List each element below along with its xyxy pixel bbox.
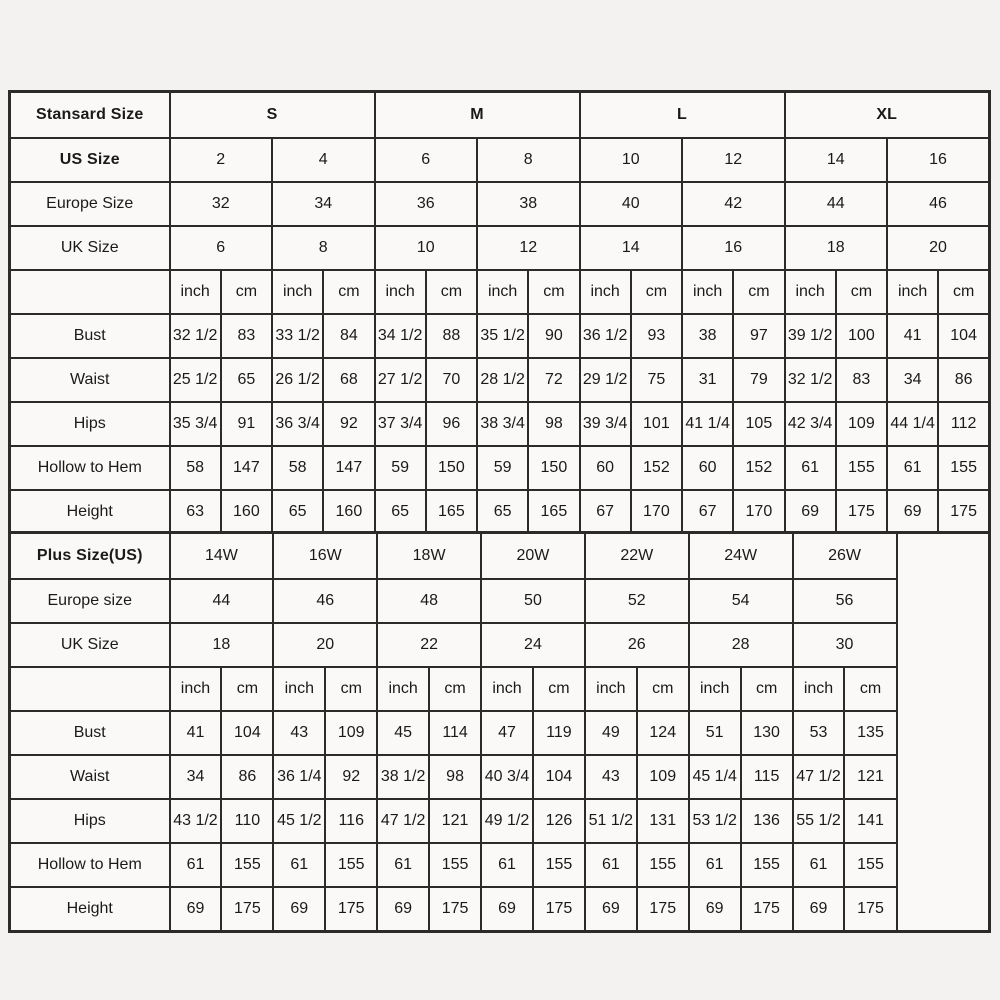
size-number-cell: 14 (580, 226, 683, 270)
unit-cell: inch (481, 667, 533, 711)
value-cell: 40 3/4 (481, 755, 533, 799)
unit-cell: inch (887, 270, 938, 314)
value-cell: 79 (733, 358, 784, 402)
table-row (10, 226, 990, 270)
value-cell: 175 (836, 490, 887, 535)
value-cell: 165 (426, 490, 477, 535)
value-cell: 97 (733, 314, 784, 358)
value-cell: 69 (273, 887, 325, 932)
value-cell: 44 1/4 (887, 402, 938, 446)
value-cell: 109 (836, 402, 887, 446)
value-cell: 53 (793, 711, 845, 755)
size-number-cell: 14 (785, 138, 888, 182)
value-cell: 104 (533, 755, 585, 799)
value-cell: 160 (221, 490, 272, 535)
size-group-cell: 18W (377, 533, 481, 580)
value-cell: 34 1/2 (375, 314, 426, 358)
value-cell: 61 (793, 843, 845, 887)
value-cell: 101 (631, 402, 682, 446)
value-cell: 152 (631, 446, 682, 490)
unit-cell: inch (785, 270, 836, 314)
size-number-cell: 16 (887, 138, 990, 182)
unit-cell: cm (221, 667, 273, 711)
value-cell: 152 (733, 446, 784, 490)
value-cell: 43 (273, 711, 325, 755)
row-label: Waist (10, 358, 170, 402)
size-group-cell: 16W (273, 533, 377, 580)
value-cell: 61 (689, 843, 741, 887)
value-cell: 55 1/2 (793, 799, 845, 843)
value-cell: 121 (429, 799, 481, 843)
size-number-cell: 4 (272, 138, 375, 182)
row-label: Hips (10, 402, 170, 446)
value-cell: 36 1/4 (273, 755, 325, 799)
table-label-header: Stansard Size (10, 92, 170, 139)
value-cell: 160 (323, 490, 374, 535)
size-number-cell: 10 (580, 138, 683, 182)
size-number-cell: 40 (580, 182, 683, 226)
value-cell: 65 (375, 490, 426, 535)
size-group-cell: 26W (793, 533, 897, 580)
value-cell: 114 (429, 711, 481, 755)
size-number-cell: 22 (377, 623, 481, 667)
value-cell: 175 (325, 887, 377, 932)
value-cell: 155 (938, 446, 989, 490)
value-cell: 25 1/2 (170, 358, 221, 402)
unit-cell: cm (836, 270, 887, 314)
table-row (10, 579, 990, 623)
value-cell: 155 (325, 843, 377, 887)
value-cell: 150 (426, 446, 477, 490)
unit-cell: cm (637, 667, 689, 711)
size-number-cell: 54 (689, 579, 793, 623)
table-row (10, 887, 990, 932)
size-number-cell: 50 (481, 579, 585, 623)
value-cell: 136 (741, 799, 793, 843)
value-cell: 61 (785, 446, 836, 490)
value-cell: 38 3/4 (477, 402, 528, 446)
table-row (10, 490, 990, 535)
value-cell: 175 (741, 887, 793, 932)
row-label: US Size (10, 138, 170, 182)
value-cell: 69 (585, 887, 637, 932)
unit-cell: cm (323, 270, 374, 314)
size-group-cell: XL (785, 92, 990, 139)
value-cell: 69 (887, 490, 938, 535)
value-cell: 170 (733, 490, 784, 535)
table-row (10, 138, 990, 182)
table-row (10, 402, 990, 446)
value-cell: 27 1/2 (375, 358, 426, 402)
value-cell: 147 (323, 446, 374, 490)
value-cell: 61 (377, 843, 429, 887)
table-row (10, 711, 990, 755)
value-cell: 175 (221, 887, 273, 932)
value-cell: 32 1/2 (170, 314, 221, 358)
size-number-cell: 38 (477, 182, 580, 226)
value-cell: 124 (637, 711, 689, 755)
value-cell: 61 (887, 446, 938, 490)
unit-cell: inch (585, 667, 637, 711)
value-cell: 60 (682, 446, 733, 490)
value-cell: 29 1/2 (580, 358, 631, 402)
value-cell: 98 (528, 402, 579, 446)
size-number-cell: 18 (170, 623, 274, 667)
unit-cell: inch (273, 667, 325, 711)
empty-corner-cell (10, 270, 170, 314)
value-cell: 53 1/2 (689, 799, 741, 843)
value-cell: 105 (733, 402, 784, 446)
value-cell: 135 (844, 711, 896, 755)
row-label: Height (10, 490, 170, 535)
size-number-cell: 6 (375, 138, 478, 182)
unit-cell: cm (733, 270, 784, 314)
table-row (10, 755, 990, 799)
row-label: Waist (10, 755, 170, 799)
unit-cell: inch (377, 667, 429, 711)
value-cell: 141 (844, 799, 896, 843)
value-cell: 60 (580, 446, 631, 490)
value-cell: 131 (637, 799, 689, 843)
value-cell: 104 (938, 314, 989, 358)
value-cell: 83 (836, 358, 887, 402)
value-cell: 67 (580, 490, 631, 535)
value-cell: 175 (533, 887, 585, 932)
value-cell: 104 (221, 711, 273, 755)
value-cell: 170 (631, 490, 682, 535)
value-cell: 43 (585, 755, 637, 799)
value-cell: 155 (221, 843, 273, 887)
value-cell: 37 3/4 (375, 402, 426, 446)
unit-cell: inch (170, 667, 222, 711)
unit-cell: inch (170, 270, 221, 314)
value-cell: 155 (741, 843, 793, 887)
size-number-cell: 46 (273, 579, 377, 623)
value-cell: 61 (585, 843, 637, 887)
value-cell: 34 (887, 358, 938, 402)
table-label-header: Plus Size(US) (10, 533, 170, 580)
unit-cell: cm (844, 667, 896, 711)
value-cell: 91 (221, 402, 272, 446)
size-number-cell: 12 (682, 138, 785, 182)
value-cell: 65 (477, 490, 528, 535)
size-number-cell: 12 (477, 226, 580, 270)
value-cell: 43 1/2 (170, 799, 222, 843)
value-cell: 175 (429, 887, 481, 932)
size-number-cell: 16 (682, 226, 785, 270)
standard-size-table (8, 90, 991, 536)
value-cell: 34 (170, 755, 222, 799)
value-cell: 51 (689, 711, 741, 755)
size-number-cell: 42 (682, 182, 785, 226)
row-label: Hips (10, 799, 170, 843)
unit-cell: cm (221, 270, 272, 314)
value-cell: 61 (170, 843, 222, 887)
unit-cell: cm (528, 270, 579, 314)
value-cell: 155 (637, 843, 689, 887)
row-label: Hollow to Hem (10, 446, 170, 490)
value-cell: 92 (325, 755, 377, 799)
size-number-cell: 20 (273, 623, 377, 667)
size-group-cell: 20W (481, 533, 585, 580)
size-group-cell: 24W (689, 533, 793, 580)
unit-cell: cm (533, 667, 585, 711)
table-row (10, 270, 990, 314)
size-number-cell: 8 (477, 138, 580, 182)
value-cell: 150 (528, 446, 579, 490)
size-number-cell: 44 (785, 182, 888, 226)
value-cell: 39 1/2 (785, 314, 836, 358)
value-cell: 65 (272, 490, 323, 535)
value-cell: 84 (323, 314, 374, 358)
value-cell: 45 1/4 (689, 755, 741, 799)
table-row (10, 446, 990, 490)
row-label: UK Size (10, 226, 170, 270)
table-row (10, 182, 990, 226)
size-group-cell: 22W (585, 533, 689, 580)
value-cell: 109 (325, 711, 377, 755)
size-number-cell: 8 (272, 226, 375, 270)
value-cell: 49 1/2 (481, 799, 533, 843)
size-number-cell: 46 (887, 182, 990, 226)
value-cell: 47 1/2 (377, 799, 429, 843)
value-cell: 126 (533, 799, 585, 843)
value-cell: 92 (323, 402, 374, 446)
value-cell: 115 (741, 755, 793, 799)
value-cell: 69 (785, 490, 836, 535)
value-cell: 93 (631, 314, 682, 358)
size-number-cell: 34 (272, 182, 375, 226)
value-cell: 68 (323, 358, 374, 402)
value-cell: 26 1/2 (272, 358, 323, 402)
unit-cell: cm (631, 270, 682, 314)
size-number-cell: 36 (375, 182, 478, 226)
value-cell: 155 (429, 843, 481, 887)
row-label: Europe size (10, 579, 170, 623)
value-cell: 130 (741, 711, 793, 755)
value-cell: 61 (481, 843, 533, 887)
table-row (10, 358, 990, 402)
row-label: Bust (10, 711, 170, 755)
value-cell: 36 1/2 (580, 314, 631, 358)
value-cell: 51 1/2 (585, 799, 637, 843)
size-number-cell: 24 (481, 623, 585, 667)
value-cell: 119 (533, 711, 585, 755)
value-cell: 69 (689, 887, 741, 932)
value-cell: 165 (528, 490, 579, 535)
unit-cell: cm (325, 667, 377, 711)
unit-cell: inch (477, 270, 528, 314)
plus-size-table (8, 531, 991, 933)
value-cell: 175 (637, 887, 689, 932)
unit-cell: cm (938, 270, 989, 314)
table-row (10, 623, 990, 667)
unit-cell: inch (272, 270, 323, 314)
size-number-cell: 6 (170, 226, 273, 270)
unit-cell: cm (426, 270, 477, 314)
value-cell: 147 (221, 446, 272, 490)
unit-cell: cm (429, 667, 481, 711)
value-cell: 75 (631, 358, 682, 402)
value-cell: 96 (426, 402, 477, 446)
value-cell: 98 (429, 755, 481, 799)
value-cell: 100 (836, 314, 887, 358)
size-number-cell: 26 (585, 623, 689, 667)
value-cell: 59 (375, 446, 426, 490)
value-cell: 121 (844, 755, 896, 799)
value-cell: 90 (528, 314, 579, 358)
row-label: Bust (10, 314, 170, 358)
value-cell: 28 1/2 (477, 358, 528, 402)
value-cell: 32 1/2 (785, 358, 836, 402)
value-cell: 86 (221, 755, 273, 799)
value-cell: 116 (325, 799, 377, 843)
value-cell: 41 1/4 (682, 402, 733, 446)
size-number-cell: 48 (377, 579, 481, 623)
size-group-cell: S (170, 92, 375, 139)
unit-cell: inch (375, 270, 426, 314)
size-number-cell: 32 (170, 182, 273, 226)
size-number-cell: 28 (689, 623, 793, 667)
table-row (10, 314, 990, 358)
value-cell: 35 1/2 (477, 314, 528, 358)
value-cell: 70 (426, 358, 477, 402)
size-number-cell: 20 (887, 226, 990, 270)
value-cell: 38 1/2 (377, 755, 429, 799)
size-number-cell: 56 (793, 579, 897, 623)
row-label: Hollow to Hem (10, 843, 170, 887)
unit-cell: inch (689, 667, 741, 711)
value-cell: 41 (887, 314, 938, 358)
value-cell: 45 1/2 (273, 799, 325, 843)
size-group-cell: M (375, 92, 580, 139)
size-group-cell: 14W (170, 533, 274, 580)
row-label: Europe Size (10, 182, 170, 226)
size-number-cell: 2 (170, 138, 273, 182)
value-cell: 86 (938, 358, 989, 402)
table-row (10, 533, 990, 580)
value-cell: 49 (585, 711, 637, 755)
value-cell: 155 (533, 843, 585, 887)
empty-corner-cell (10, 667, 170, 711)
size-group-cell: L (580, 92, 785, 139)
value-cell: 110 (221, 799, 273, 843)
value-cell: 109 (637, 755, 689, 799)
unit-cell: cm (741, 667, 793, 711)
value-cell: 45 (377, 711, 429, 755)
value-cell: 83 (221, 314, 272, 358)
value-cell: 42 3/4 (785, 402, 836, 446)
value-cell: 69 (170, 887, 222, 932)
value-cell: 47 1/2 (793, 755, 845, 799)
value-cell: 67 (682, 490, 733, 535)
table-row (10, 843, 990, 887)
value-cell: 175 (938, 490, 989, 535)
row-label: Height (10, 887, 170, 932)
unit-cell: inch (793, 667, 845, 711)
value-cell: 155 (844, 843, 896, 887)
value-cell: 63 (170, 490, 221, 535)
value-cell: 69 (793, 887, 845, 932)
size-number-cell: 44 (170, 579, 274, 623)
value-cell: 35 3/4 (170, 402, 221, 446)
empty-column-cell (897, 533, 990, 932)
size-number-cell: 30 (793, 623, 897, 667)
value-cell: 88 (426, 314, 477, 358)
size-number-cell: 52 (585, 579, 689, 623)
value-cell: 58 (170, 446, 221, 490)
value-cell: 61 (273, 843, 325, 887)
unit-cell: inch (682, 270, 733, 314)
value-cell: 31 (682, 358, 733, 402)
value-cell: 33 1/2 (272, 314, 323, 358)
value-cell: 155 (836, 446, 887, 490)
value-cell: 38 (682, 314, 733, 358)
table-row (10, 667, 990, 711)
value-cell: 36 3/4 (272, 402, 323, 446)
value-cell: 47 (481, 711, 533, 755)
value-cell: 58 (272, 446, 323, 490)
value-cell: 112 (938, 402, 989, 446)
table-row (10, 92, 990, 139)
value-cell: 69 (377, 887, 429, 932)
row-label: UK Size (10, 623, 170, 667)
value-cell: 59 (477, 446, 528, 490)
value-cell: 41 (170, 711, 222, 755)
size-number-cell: 10 (375, 226, 478, 270)
value-cell: 175 (844, 887, 896, 932)
value-cell: 65 (221, 358, 272, 402)
value-cell: 39 3/4 (580, 402, 631, 446)
value-cell: 69 (481, 887, 533, 932)
table-row (10, 799, 990, 843)
value-cell: 72 (528, 358, 579, 402)
size-number-cell: 18 (785, 226, 888, 270)
unit-cell: inch (580, 270, 631, 314)
